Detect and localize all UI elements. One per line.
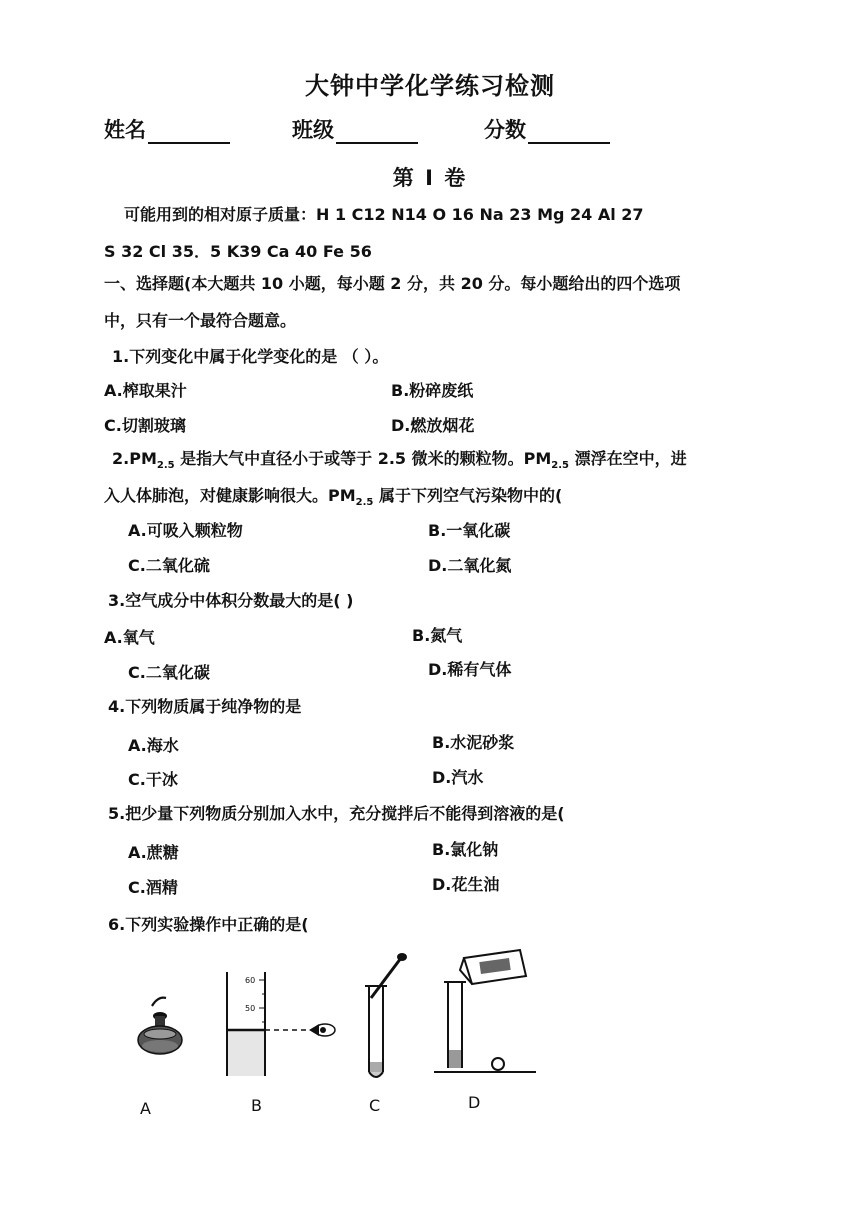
question-3-stem: 3.空气成分中体积分数最大的是( ) [108,591,354,610]
question-4-option-a[interactable]: A.海水 [128,736,179,755]
atomic-mass-line-2: S 32 Cl 35．5 K39 Ca 40 Fe 56 [104,242,372,261]
section-instruction-line-1: 一、选择题(本大题共 10 小题，每小题 2 分，共 20 分。每小题给出的四个选项 [104,274,681,293]
question-5-option-a[interactable]: A.蔗糖 [128,843,179,862]
score-blank[interactable] [528,120,610,144]
atomic-mass-line-1: 可能用到的相对原子质量：H 1 C12 N14 O 16 Na 23 Mg 24 Al 27 [124,205,644,224]
question-4-option-c[interactable]: C.干冰 [128,770,178,789]
question-2-stem-line-1: $2.PM_{2.5}$ 是指大气中直径小于或等于 2.5 微米的颗粒物。$PM_{2.5}$ 漂浮在空中，进 [112,449,687,472]
figure-label-c: C [369,1096,381,1115]
question-1-option-d[interactable]: D.燃放烟花 [391,416,475,435]
figure-label-b: B [251,1096,262,1115]
cylinder-tick-60: 60 [245,976,256,985]
question-6-stem: 6.下列实验操作中正确的是( [108,915,309,934]
question-5-option-d[interactable]: D.花生油 [432,875,500,894]
class-blank[interactable] [336,120,418,144]
question-2-option-a[interactable]: A.可吸入颗粒物 [128,521,243,540]
score-label: 分数 [484,118,526,142]
graduated-cylinder-illustration [215,966,345,1080]
question-5-stem: 5.把少量下列物质分别加入水中，充分搅拌后不能得到溶液的是( [108,804,565,823]
question-3-option-c[interactable]: C.二氧化碳 [128,663,210,682]
class-label: 班级 [292,118,334,142]
question-1-stem: 1.下列变化中属于化学变化的是 （ ）。 [112,347,389,366]
question-2-stem-line-2: 入人体肺泡，对健康影响很大。$PM_{2.5}$ 属于下列空气污染物中的( [104,486,563,509]
exam-title: 大钟中学化学练习检测 [305,72,555,100]
question-3-option-a[interactable]: A.氧气 [104,628,155,647]
figure-label-d: D [468,1093,481,1112]
alcohol-lamp-illustration [130,992,190,1064]
pouring-reagent-illustration [430,940,540,1080]
cylinder-tick-50: 50 [245,1004,256,1013]
question-1-option-a[interactable]: A.榨取果汁 [104,381,187,400]
test-tube-dropper-illustration [355,950,415,1090]
score-field[interactable] [484,114,610,144]
volume-heading: 第 I 卷 [392,166,468,190]
name-blank[interactable] [148,120,230,144]
question-1-option-c[interactable]: C.切割玻璃 [104,416,186,435]
question-4-stem: 4.下列物质属于纯净物的是 [108,697,302,716]
class-field[interactable] [292,114,418,144]
question-2-option-d[interactable]: D.二氧化氮 [428,556,512,575]
question-4-option-d[interactable]: D.汽水 [432,768,484,787]
question-1-option-b[interactable]: B.粉碎废纸 [391,381,474,400]
question-5-option-c[interactable]: C.酒精 [128,878,178,897]
figure-label-a: A [140,1099,151,1118]
question-2-option-c[interactable]: C.二氧化硫 [128,556,210,575]
section-instruction-line-2: 中，只有一个最符合题意。 [104,311,297,330]
question-3-option-b[interactable]: B.氮气 [412,626,463,645]
question-5-option-b[interactable]: B.氯化钠 [432,840,499,859]
question-4-option-b[interactable]: B.水泥砂浆 [432,733,515,752]
name-label: 姓名 [104,118,146,142]
question-3-option-d[interactable]: D.稀有气体 [428,660,512,679]
name-field[interactable] [104,114,230,144]
question-2-option-b[interactable]: B.一氧化碳 [428,521,511,540]
